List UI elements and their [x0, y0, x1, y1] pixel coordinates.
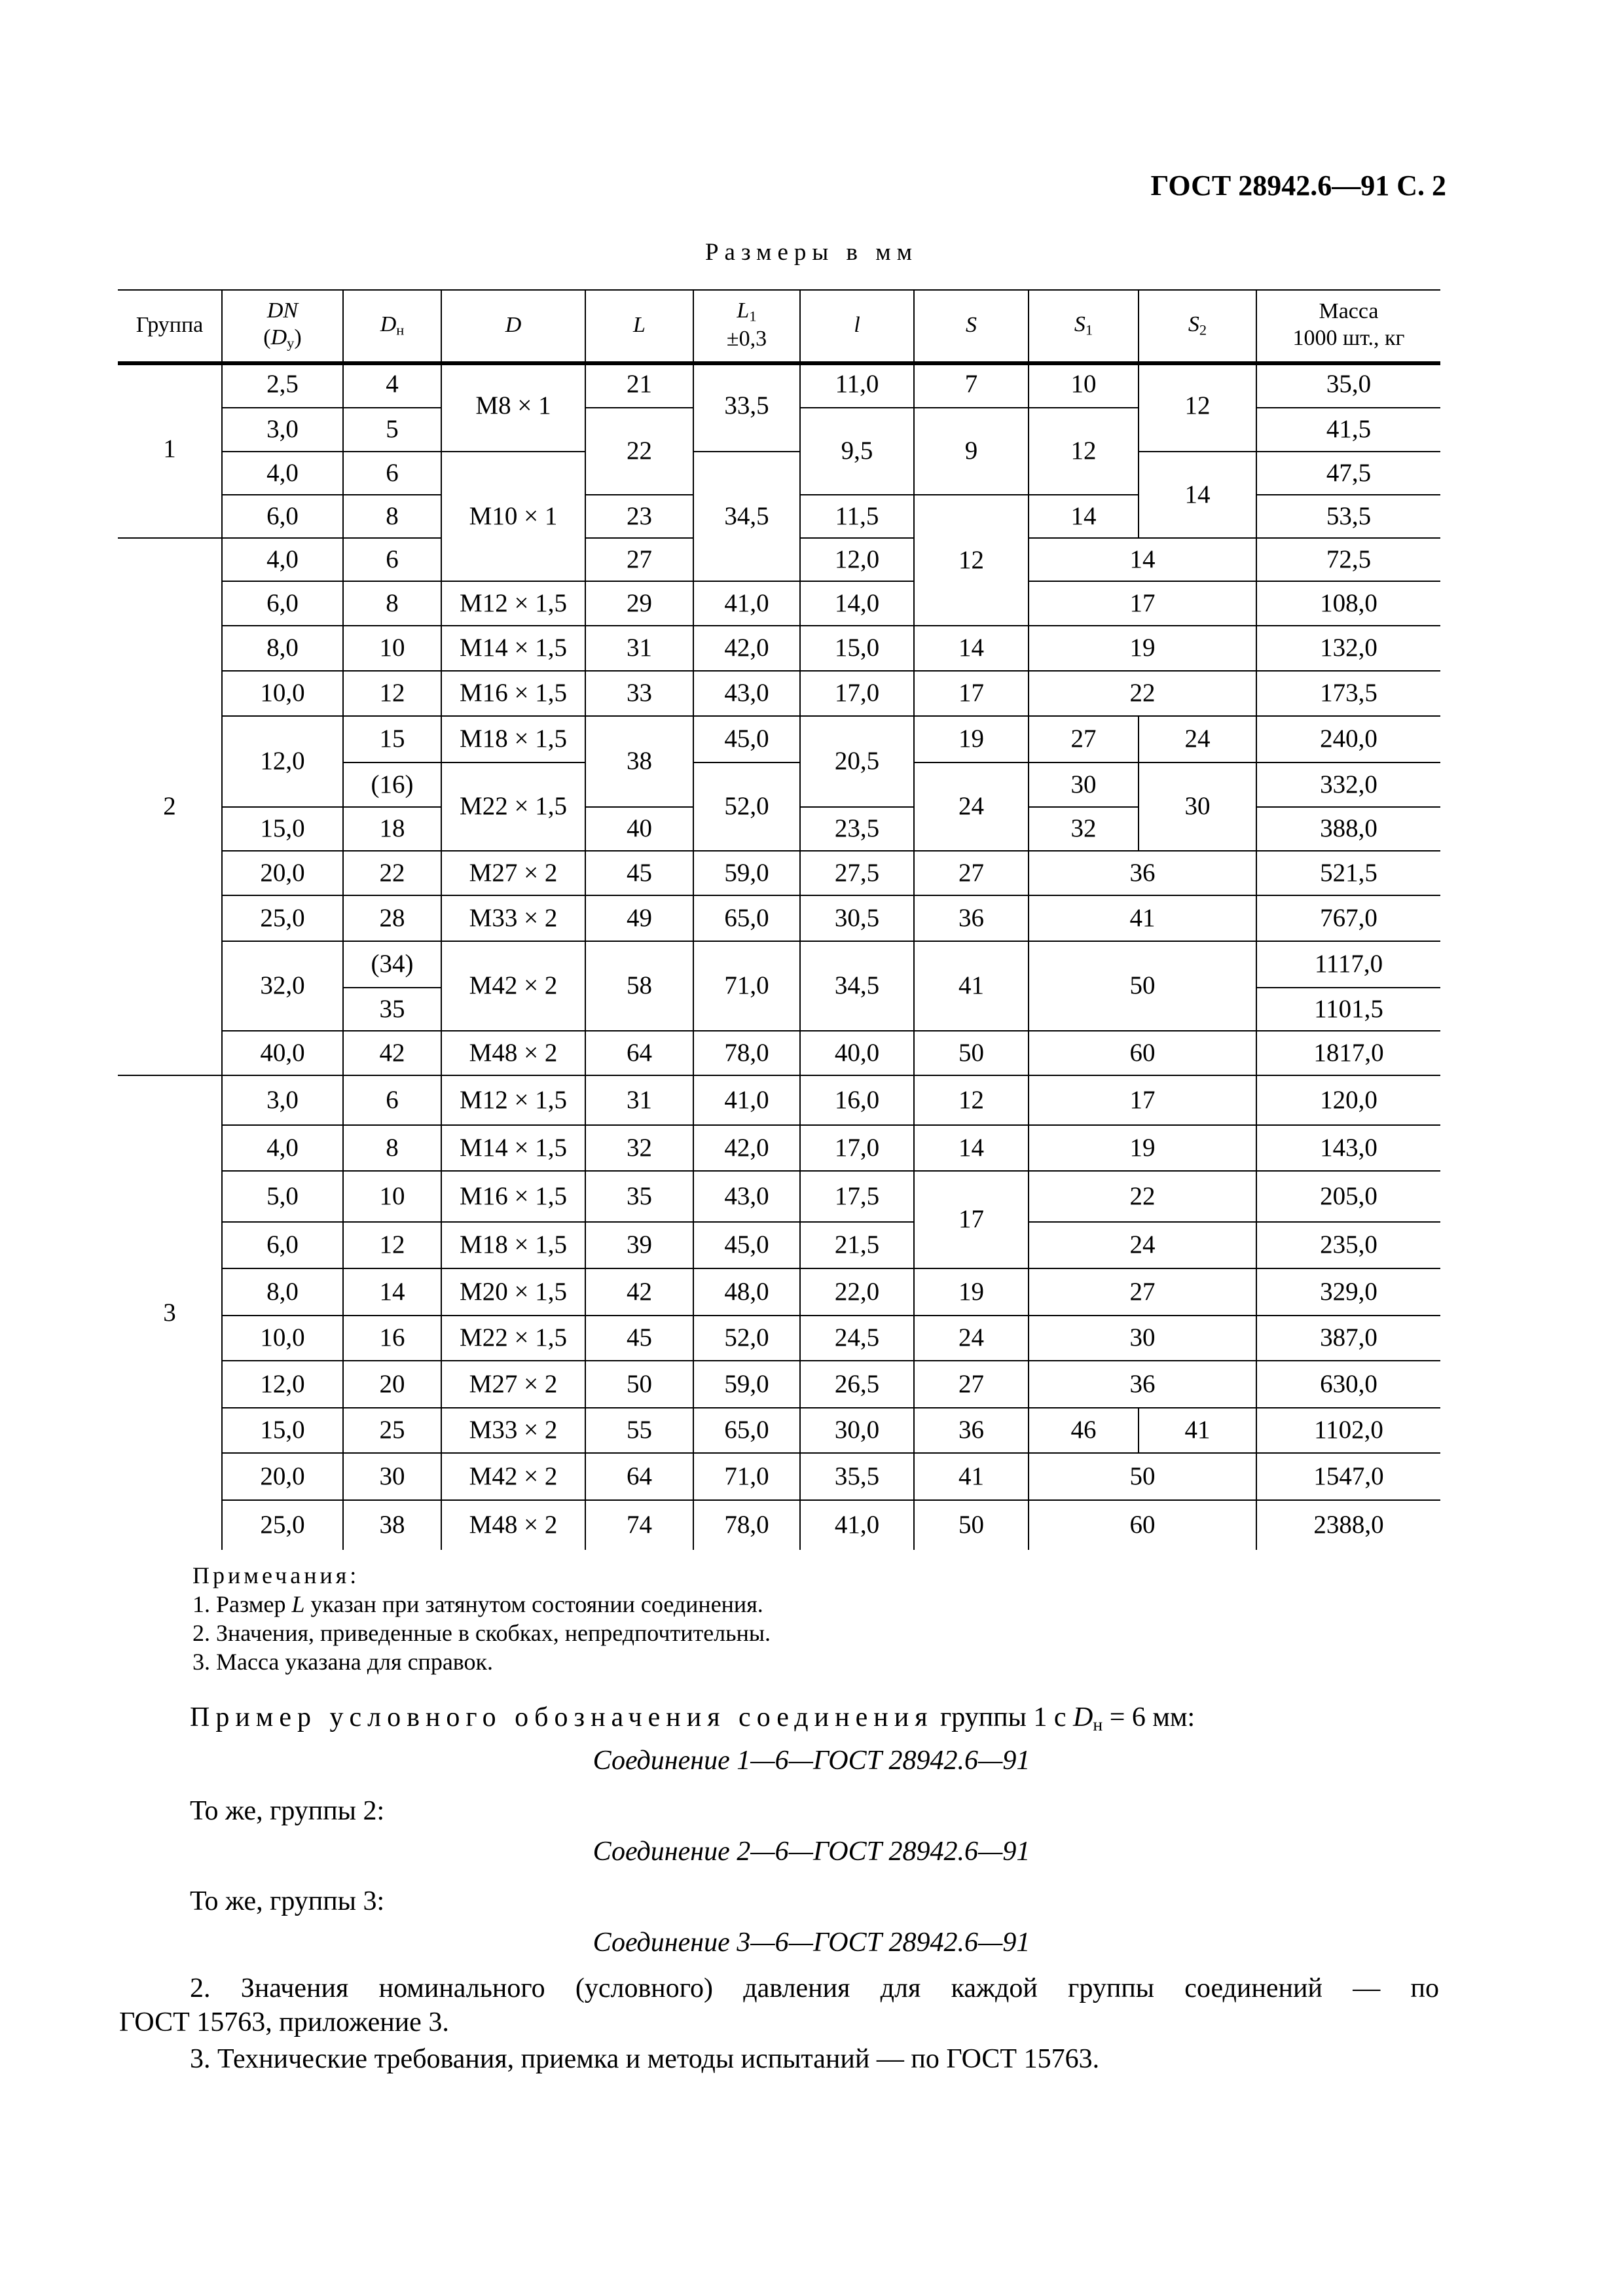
s-cell: 24 — [915, 1315, 1029, 1360]
dh-cell: 30 — [344, 1452, 442, 1499]
length-l1-cell: 42,0 — [694, 625, 801, 670]
s1-cell: 14 — [1029, 494, 1139, 537]
s2-cell: 41 — [1139, 1407, 1257, 1452]
note-1-prefix: 1. Размер — [192, 1591, 292, 1617]
length-l1-cell: 45,0 — [694, 1221, 801, 1268]
thread-cell: M48 × 2 — [442, 1030, 586, 1075]
length-cell: 64 — [586, 1030, 694, 1075]
length-l-cell: 24,5 — [801, 1315, 915, 1360]
example-intro-rest: группы 1 с — [933, 1702, 1074, 1732]
thread-cell: M48 × 2 — [442, 1499, 586, 1550]
dn-cell: 6,0 — [223, 1221, 344, 1268]
designation-example-2: Соединение 2—6—ГОСТ 28942.6—91 — [593, 1837, 1030, 1867]
mass-cell: 2388,0 — [1257, 1499, 1440, 1550]
length-cell: 45 — [586, 850, 694, 895]
mass-cell: 41,5 — [1257, 407, 1440, 451]
thread-cell: M10 × 1 — [442, 451, 586, 581]
thread-cell: M14 × 1,5 — [442, 625, 586, 670]
s1-s2-merged-cell: 17 — [1029, 1075, 1257, 1124]
note-1-suffix: указан при затянутом состоянии соединения. — [304, 1591, 763, 1617]
length-l1-cell: 59,0 — [694, 850, 801, 895]
s1-s2-merged-cell: 27 — [1029, 1268, 1257, 1315]
dn-cell: 40,0 — [223, 1030, 344, 1075]
dh-cell: 6 — [344, 537, 442, 581]
s1-s2-merged-cell: 30 — [1029, 1315, 1257, 1360]
s1-cell: 46 — [1029, 1407, 1139, 1452]
length-cell: 40 — [586, 806, 694, 850]
dh-cell: 18 — [344, 806, 442, 850]
thread-cell: M14 × 1,5 — [442, 1124, 586, 1170]
s1-s2-merged-cell: 17 — [1029, 581, 1257, 625]
s1-s2-merged-cell: 24 — [1029, 1221, 1257, 1268]
length-l1-cell: 48,0 — [694, 1268, 801, 1315]
s1-s2-merged-cell: 19 — [1029, 625, 1257, 670]
s1-cell: 30 — [1029, 762, 1139, 806]
mass-cell: 332,0 — [1257, 762, 1440, 806]
dn-cell: 5,0 — [223, 1170, 344, 1221]
mass-cell: 1817,0 — [1257, 1030, 1440, 1075]
length-l-cell: 11,5 — [801, 494, 915, 537]
dn-cell: 20,0 — [223, 1452, 344, 1499]
thread-cell: M12 × 1,5 — [442, 1075, 586, 1124]
length-l1-cell: 41,0 — [694, 581, 801, 625]
paragraph-2-line-1: 2. Значения номинального (условного) давления для каждой группы соединений — по — [190, 1973, 1439, 2003]
same-group-3: То же, группы 3: — [190, 1886, 385, 1916]
s2-cell: 14 — [1139, 451, 1257, 537]
s1-s2-merged-cell: 22 — [1029, 670, 1257, 715]
s-cell: 36 — [915, 895, 1029, 941]
s-cell: 36 — [915, 1407, 1029, 1452]
dn-cell: 25,0 — [223, 895, 344, 941]
dh-cell: 10 — [344, 1170, 442, 1221]
thread-cell: M33 × 2 — [442, 1407, 586, 1452]
header-s2: $S_2$ — [1139, 289, 1257, 361]
length-l1-cell: 45,0 — [694, 715, 801, 762]
header-s: S — [915, 289, 1029, 361]
dh-cell: 8 — [344, 581, 442, 625]
s-cell: 9 — [915, 407, 1029, 494]
dh-cell: (34) — [344, 941, 442, 987]
dimensions-table — [118, 289, 1440, 1550]
s-cell: 7 — [915, 361, 1029, 407]
dn-cell: 15,0 — [223, 1407, 344, 1452]
s1-cell: 27 — [1029, 715, 1139, 762]
mass-cell: 630,0 — [1257, 1360, 1440, 1407]
dh-cell: 25 — [344, 1407, 442, 1452]
dh-cell: 20 — [344, 1360, 442, 1407]
s1-s2-merged-cell: 50 — [1029, 1452, 1257, 1499]
thread-cell: M27 × 2 — [442, 850, 586, 895]
dh-cell: 8 — [344, 1124, 442, 1170]
length-cell: 31 — [586, 1075, 694, 1124]
dn-cell: 8,0 — [223, 1268, 344, 1315]
length-l-cell: 21,5 — [801, 1221, 915, 1268]
s1-s2-merged-cell: 36 — [1029, 1360, 1257, 1407]
notes-block — [192, 1561, 771, 1676]
page-header: ГОСТ 28942.6—91 С. 2 — [1150, 170, 1446, 202]
dn-cell: 20,0 — [223, 850, 344, 895]
mass-cell: 108,0 — [1257, 581, 1440, 625]
s-cell: 27 — [915, 1360, 1029, 1407]
length-cell: 23 — [586, 494, 694, 537]
length-l1-cell: 65,0 — [694, 895, 801, 941]
length-l1-cell: 59,0 — [694, 1360, 801, 1407]
mass-cell: 53,5 — [1257, 494, 1440, 537]
header-dn: DN $(D_у)$ — [223, 289, 344, 361]
length-cell: 35 — [586, 1170, 694, 1221]
dh-cell: 14 — [344, 1268, 442, 1315]
dn-cell: 3,0 — [223, 1075, 344, 1124]
dn-cell: 3,0 — [223, 407, 344, 451]
thread-cell: M8 × 1 — [442, 361, 586, 451]
dh-cell: 28 — [344, 895, 442, 941]
dn-cell: 32,0 — [223, 941, 344, 1030]
paragraph-3: 3. Технические требования, приемка и методы испытаний — по ГОСТ 15763. — [190, 2044, 1100, 2074]
length-l-cell: 35,5 — [801, 1452, 915, 1499]
thread-cell: M22 × 1,5 — [442, 762, 586, 850]
length-l-cell: 34,5 — [801, 941, 915, 1030]
length-cell: 55 — [586, 1407, 694, 1452]
length-l1-cell: 65,0 — [694, 1407, 801, 1452]
s1-s2-merged-cell: 60 — [1029, 1030, 1257, 1075]
dh-cell: 22 — [344, 850, 442, 895]
dh-cell: 35 — [344, 987, 442, 1030]
dn-cell: 6,0 — [223, 494, 344, 537]
mass-cell: 1117,0 — [1257, 941, 1440, 987]
thread-cell: M16 × 1,5 — [442, 1170, 586, 1221]
dh-cell: 15 — [344, 715, 442, 762]
s-cell: 12 — [915, 1075, 1029, 1124]
s-cell: 19 — [915, 1268, 1029, 1315]
length-l1-cell: 34,5 — [694, 451, 801, 581]
length-cell: 64 — [586, 1452, 694, 1499]
dn-cell: 15,0 — [223, 806, 344, 850]
thread-cell: M12 × 1,5 — [442, 581, 586, 625]
length-l-cell: 20,5 — [801, 715, 915, 806]
length-cell: 50 — [586, 1360, 694, 1407]
length-l-cell: 26,5 — [801, 1360, 915, 1407]
length-cell: 58 — [586, 941, 694, 1030]
dn-cell: 12,0 — [223, 1360, 344, 1407]
mass-cell: 35,0 — [1326, 369, 1372, 398]
mass-cell: 240,0 — [1257, 715, 1440, 762]
mass-cell: 205,0 — [1257, 1170, 1440, 1221]
header-d: D — [442, 289, 586, 361]
same-group-2: То же, группы 2: — [190, 1796, 385, 1826]
s1-cell: 10 — [1029, 361, 1139, 407]
thread-cell: M42 × 2 — [442, 941, 586, 1030]
dh-cell: 12 — [344, 670, 442, 715]
length-l1-cell: 78,0 — [694, 1030, 801, 1075]
paragraph-2-line-2: ГОСТ 15763, приложение 3. — [119, 2007, 449, 2037]
s-cell: 50 — [915, 1030, 1029, 1075]
length-l-cell: 9,5 — [801, 407, 915, 494]
group-cell: 1 — [118, 361, 223, 537]
length-l-cell: 30,0 — [801, 1407, 915, 1452]
length-l-cell: 11,0 — [801, 361, 915, 407]
dh-cell: 8 — [344, 494, 442, 537]
s-cell: 41 — [915, 1452, 1029, 1499]
s-cell: 19 — [915, 715, 1029, 762]
length-cell: 74 — [586, 1499, 694, 1550]
s1-cell: 32 — [1029, 806, 1139, 850]
dh-cell: 16 — [344, 1315, 442, 1360]
dh-cell: 5 — [344, 407, 442, 451]
dn-cell: 4,0 — [223, 537, 344, 581]
s1-s2-merged-cell: 22 — [1029, 1170, 1257, 1221]
thread-cell: M18 × 1,5 — [442, 1221, 586, 1268]
thread-cell: M18 × 1,5 — [442, 715, 586, 762]
s-cell: 24 — [915, 762, 1029, 850]
s1-s2-merged-cell: 19 — [1029, 1124, 1257, 1170]
dh-cell: 6 — [344, 1075, 442, 1124]
dn-cell: 6,0 — [223, 581, 344, 625]
length-l1-cell: 78,0 — [694, 1499, 801, 1550]
length-l1-cell: 52,0 — [694, 762, 801, 850]
length-l-cell: 15,0 — [801, 625, 915, 670]
thread-cell: M16 × 1,5 — [442, 670, 586, 715]
header-l-small: l — [801, 289, 915, 361]
s2-cell: 30 — [1139, 762, 1257, 850]
dn-cell: 12,0 — [223, 715, 344, 806]
designation-example-3: Соединение 3—6—ГОСТ 28942.6—91 — [593, 1928, 1030, 1958]
group-cell: 3 — [118, 1075, 223, 1550]
length-l1-cell: 43,0 — [694, 670, 801, 715]
length-l-cell: 27,5 — [801, 850, 915, 895]
header-mass: Масса 1000 шт., кг — [1292, 299, 1405, 350]
length-l1-cell: 33,5 — [694, 361, 801, 451]
s2-cell: 12 — [1139, 361, 1257, 451]
example-intro-end: = 6 мм: — [1103, 1702, 1195, 1732]
length-cell: 31 — [586, 625, 694, 670]
s1-s2-merged-cell: 36 — [1029, 850, 1257, 895]
length-cell: 39 — [586, 1221, 694, 1268]
mass-cell: 1101,5 — [1257, 987, 1440, 1030]
header-l1: $L_1$ ±0,3 — [694, 289, 801, 361]
header-group: Группа — [118, 289, 223, 361]
mass-cell: 132,0 — [1257, 625, 1440, 670]
length-l1-cell: 71,0 — [694, 1452, 801, 1499]
dh-cell: 10 — [344, 625, 442, 670]
s-cell: 14 — [915, 625, 1029, 670]
s-cell: 17 — [915, 670, 1029, 715]
length-l1-cell: 41,0 — [694, 1075, 801, 1124]
mass-cell: 120,0 — [1257, 1075, 1440, 1124]
mass-cell: 521,5 — [1257, 850, 1440, 895]
dn-cell: 10,0 — [223, 1315, 344, 1360]
s1-s2-merged-cell: 50 — [1029, 941, 1257, 1030]
mass-cell: 173,5 — [1257, 670, 1440, 715]
note-item: 3. Масса указана для справок. — [192, 1649, 494, 1675]
length-l-cell: 22,0 — [801, 1268, 915, 1315]
s1-s2-merged-cell: 14 — [1029, 537, 1257, 581]
s-cell: 41 — [915, 941, 1029, 1030]
dh-cell: 4 — [344, 361, 442, 407]
thread-cell: M20 × 1,5 — [442, 1268, 586, 1315]
mass-cell: 329,0 — [1257, 1268, 1440, 1315]
dh-cell: 38 — [344, 1499, 442, 1550]
dh-cell: (16) — [344, 762, 442, 806]
header-s1: $S_1$ — [1029, 289, 1139, 361]
length-l1-cell: 43,0 — [694, 1170, 801, 1221]
dn-cell: 8,0 — [223, 625, 344, 670]
dh-cell: 6 — [344, 451, 442, 494]
dn-cell: 2,5 — [223, 361, 344, 407]
designation-example-1: Соединение 1—6—ГОСТ 28942.6—91 — [593, 1746, 1030, 1776]
length-l-cell: 30,5 — [801, 895, 915, 941]
length-l-cell: 12,0 — [801, 537, 915, 581]
thread-cell: M27 × 2 — [442, 1360, 586, 1407]
s2-cell: 24 — [1139, 715, 1257, 762]
length-l1-cell: 52,0 — [694, 1315, 801, 1360]
s-cell: 50 — [915, 1499, 1029, 1550]
mass-cell: 47,5 — [1257, 451, 1440, 494]
length-l-cell: 23,5 — [801, 806, 915, 850]
thread-cell: M33 × 2 — [442, 895, 586, 941]
length-l-cell: 14,0 — [801, 581, 915, 625]
mass-cell: 1102,0 — [1257, 1407, 1440, 1452]
mass-cell: 387,0 — [1257, 1315, 1440, 1360]
group-cell: 2 — [118, 537, 223, 1075]
length-cell: 32 — [586, 1124, 694, 1170]
example-dh-symbol: $D_н$ — [1073, 1702, 1103, 1734]
s-cell: 27 — [915, 850, 1029, 895]
thread-cell: M42 × 2 — [442, 1452, 586, 1499]
mass-cell: 72,5 — [1257, 537, 1440, 581]
thread-cell: M22 × 1,5 — [442, 1315, 586, 1360]
length-l-cell: 17,0 — [801, 1124, 915, 1170]
length-l1-cell: 42,0 — [694, 1124, 801, 1170]
s1-s2-merged-cell: 41 — [1029, 895, 1257, 941]
mass-cell: 235,0 — [1257, 1221, 1440, 1268]
length-cell: 33 — [586, 670, 694, 715]
length-cell: 42 — [586, 1268, 694, 1315]
table-caption: Размеры в мм — [704, 239, 919, 266]
dh-cell: 12 — [344, 1221, 442, 1268]
length-cell: 22 — [586, 407, 694, 494]
s-cell: 17 — [915, 1170, 1029, 1268]
length-l-cell: 16,0 — [801, 1075, 915, 1124]
mass-cell: 143,0 — [1257, 1124, 1440, 1170]
s-cell: 12 — [915, 494, 1029, 625]
note-1-symbol: L — [291, 1591, 305, 1617]
length-cell: 45 — [586, 1315, 694, 1360]
length-cell: 21 — [586, 361, 694, 407]
note-item — [192, 1590, 771, 1619]
mass-cell: 767,0 — [1257, 895, 1440, 941]
header-l: L — [586, 289, 694, 361]
mass-cell: 1547,0 — [1257, 1452, 1440, 1499]
length-l-cell: 40,0 — [801, 1030, 915, 1075]
s-cell: 14 — [915, 1124, 1029, 1170]
note-item: 2. Значения, приведенные в скобках, непредпочтительны. — [192, 1620, 771, 1646]
header-dh: $D_н$ — [344, 289, 442, 361]
notes-title: Примечания: — [192, 1562, 360, 1588]
example-intro-spaced: Пример условного обозначения соединения — [190, 1702, 934, 1732]
dn-cell: 25,0 — [223, 1499, 344, 1550]
s1-s2-merged-cell: 60 — [1029, 1499, 1257, 1550]
length-cell: 27 — [586, 537, 694, 581]
dh-cell: 42 — [344, 1030, 442, 1075]
length-l1-cell: 71,0 — [694, 941, 801, 1030]
example-intro — [190, 1700, 1195, 1742]
dn-cell: 10,0 — [223, 670, 344, 715]
length-cell: 49 — [586, 895, 694, 941]
length-l-cell: 17,0 — [801, 670, 915, 715]
length-cell: 38 — [586, 715, 694, 806]
s1-cell: 12 — [1029, 407, 1139, 494]
length-l-cell: 17,5 — [801, 1170, 915, 1221]
mass-cell: 388,0 — [1257, 806, 1440, 850]
dn-cell: 4,0 — [223, 1124, 344, 1170]
dn-cell: 4,0 — [223, 451, 344, 494]
length-cell: 29 — [586, 581, 694, 625]
length-l-cell: 41,0 — [801, 1499, 915, 1550]
